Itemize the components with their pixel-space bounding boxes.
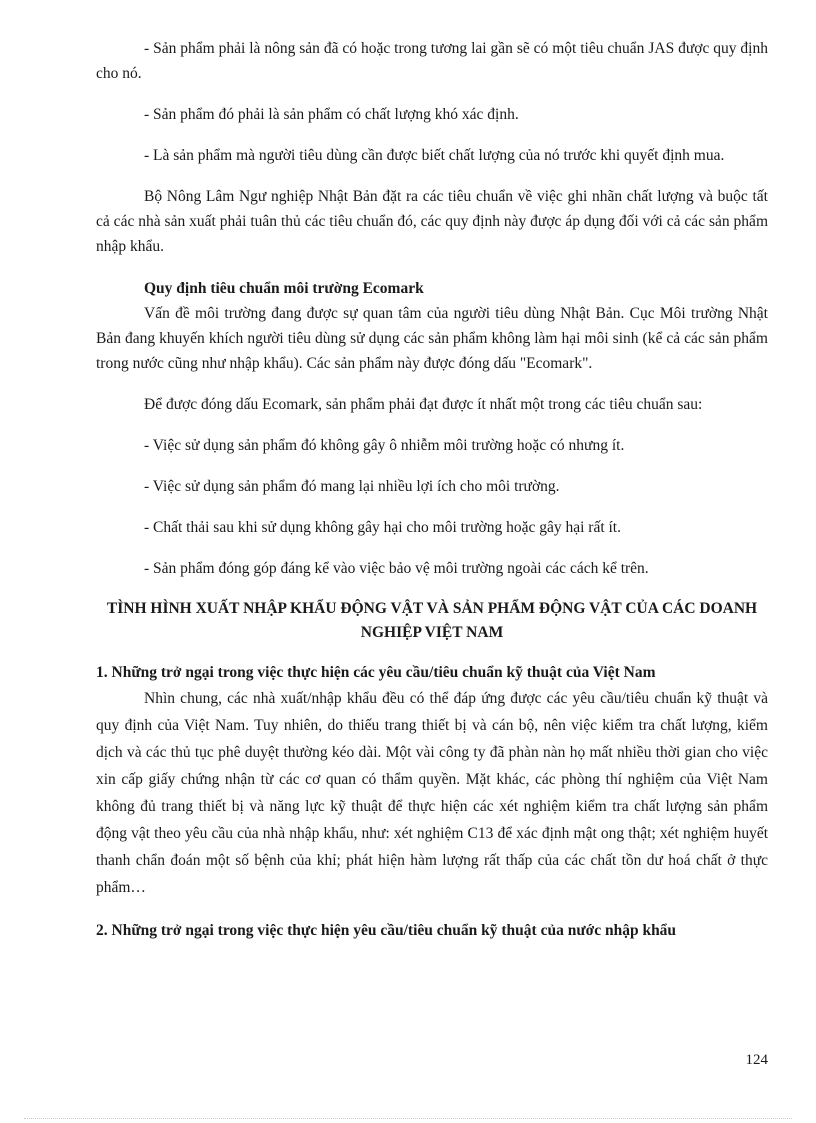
- jas-criterion-3: - Là sản phẩm mà người tiêu dùng cần được biết chất lượng của nó trước khi quyết định mua.: [144, 147, 725, 164]
- ecomark-intro: Vấn đề môi trường đang được sự quan tâm của người tiêu dùng Nhật Bản. Cục Môi trường Nhật Bản đang khuyến khích người tiêu dùng sử dụng các sản phẩm không làm hại môi sinh (kể cả các sản phẩm trong nước cũng như nhập khẩu). Các sản phẩm này được đóng dấu "Ecomark".: [96, 305, 768, 372]
- subsection-1-body: Nhìn chung, các nhà xuất/nhập khẩu đều có thể đáp ứng được các yêu cầu/tiêu chuẩn kỹ thuật và quy định của Việt Nam. Tuy nhiên, do thiếu trang thiết bị và cán bộ, nên việc kiểm tra chất lượng, kiểm dịch và các thủ tục phê duyệt thường kéo dài. Một vài công ty đã phàn nàn họ mất nhiều thời gian cho việc xin cấp giấy chứng nhận từ các cơ quan có thẩm quyền. Mặt khác, các phòng thí nghiệm của Việt Nam không đủ trang thiết bị và năng lực kỹ thuật để thực hiện các xét nghiệm kiểm tra chất lượng sản phẩm động vật theo yêu cầu của nhà nhập khẩu, như: xét nghiệm C13 để xác định mật ong thật; xét nghiệm huyết thanh chẩn đoán một số bệnh của khỉ; phát hiện hàm lượng rất thấp của các chất tồn dư hoá chất ở thực phẩm…: [96, 690, 768, 896]
- ecomark-criterion-3: - Chất thải sau khi sử dụng không gây hại cho môi trường hoặc gây hại rất ít.: [144, 519, 621, 536]
- ecomark-heading: Quy định tiêu chuẩn môi trường Ecomark: [144, 280, 424, 297]
- ecomark-criterion-4: - Sản phẩm đóng góp đáng kể vào việc bảo vệ môi trường ngoài các cách kể trên.: [144, 560, 649, 577]
- subsection-1-heading: 1. Những trở ngại trong việc thực hiện các yêu cầu/tiêu chuẩn kỹ thuật của Việt Nam: [96, 664, 656, 681]
- section-title: TÌNH HÌNH XUẤT NHẬP KHẨU ĐỘNG VẬT VÀ SẢN PHẨM ĐỘNG VẬT CỦA CÁC DOANH NGHIỆP VIỆT NAM: [106, 600, 758, 641]
- jas-criterion-1: - Sản phẩm phải là nông sản đã có hoặc trong tương lai gần sẽ có một tiêu chuẩn JAS được quy định cho nó.: [96, 40, 768, 82]
- ecomark-criterion-2: - Việc sử dụng sản phẩm đó mang lại nhiều lợi ích cho môi trường.: [144, 478, 560, 495]
- jas-regulation-paragraph: Bộ Nông Lâm Ngư nghiệp Nhật Bản đặt ra các tiêu chuẩn về việc ghi nhãn chất lượng và buộc tất cả các nhà sản xuất phải tuân thủ các tiêu chuẩn đó, các quy định này được áp dụng đối với cả các sản phẩm nhập khẩu.: [96, 188, 768, 255]
- page-bottom-rule: [24, 1118, 792, 1119]
- document-page: [96, 36, 768, 1076]
- ecomark-criteria-intro: Để được đóng dấu Ecomark, sản phẩm phải đạt được ít nhất một trong các tiêu chuẩn sau:: [144, 396, 703, 413]
- ecomark-criterion-1: - Việc sử dụng sản phẩm đó không gây ô nhiễm môi trường hoặc có nhưng ít.: [144, 437, 625, 454]
- jas-criterion-2: - Sản phẩm đó phải là sản phẩm có chất lượng khó xác định.: [144, 106, 519, 123]
- subsection-2-heading: 2. Những trở ngại trong việc thực hiện yêu cầu/tiêu chuẩn kỹ thuật của nước nhập khẩu: [96, 922, 677, 939]
- page-number: 124: [745, 1052, 768, 1068]
